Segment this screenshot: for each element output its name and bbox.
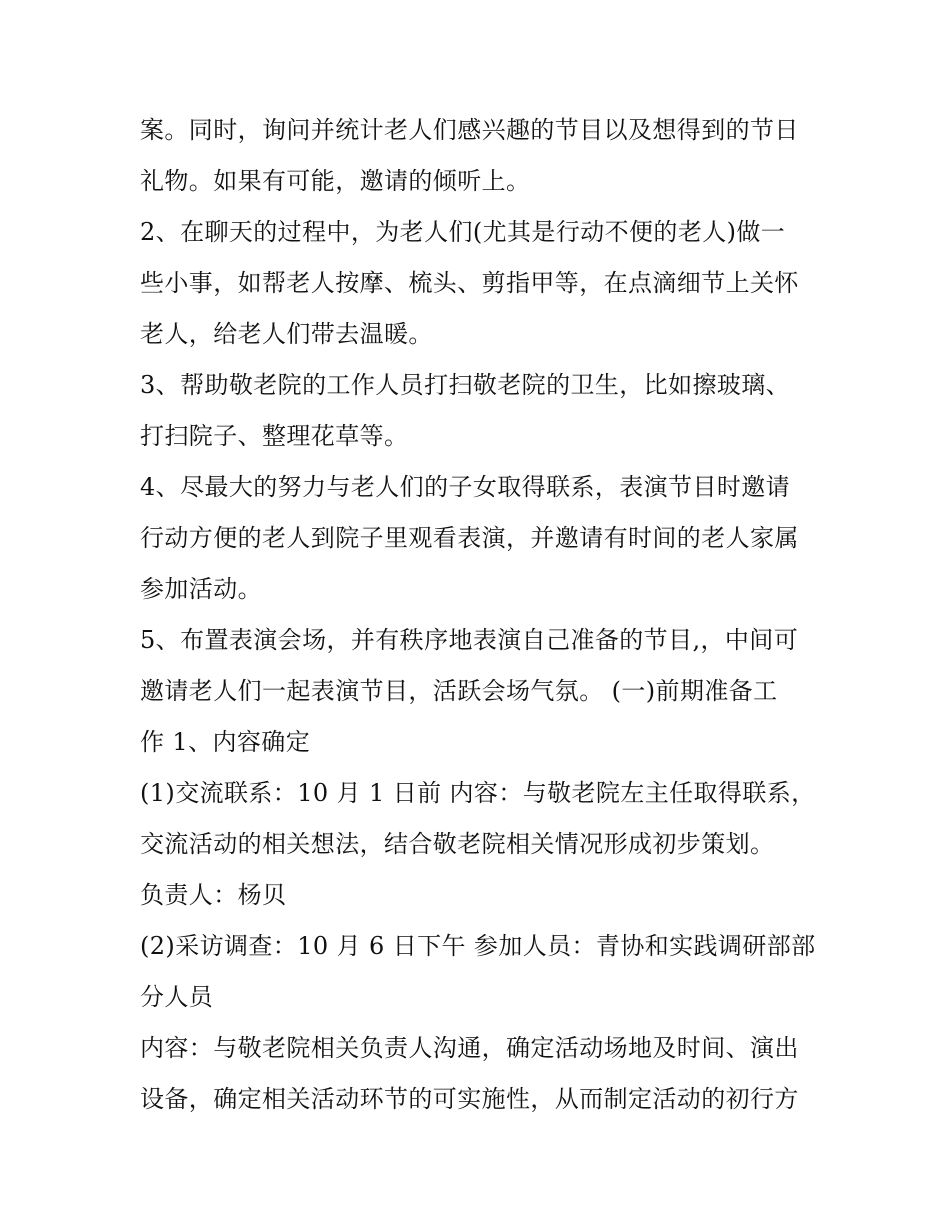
text-line: (2)采访调查：10 月 6 日下午 参加人员：青协和实践调研部部 (140, 932, 816, 960)
text-line: 2、在聊天的过程中，为老人们(尤其是行动不便的老人)做一 (140, 218, 786, 246)
text-line: 打扫院子、整理花草等。 (140, 422, 409, 450)
text-line: 分人员 (140, 983, 214, 1011)
text-line: 礼物。如果有可能，邀请的倾听上。 (140, 167, 531, 195)
document-body (140, 105, 830, 1125)
text-line: 设备，确定相关活动环节的可实施性，从而制定活动的初行方 (140, 1085, 799, 1113)
text-line: 交流活动的相关想法，结合敬老院相关情况形成初步策划。 (140, 830, 775, 858)
text-line: 3、帮助敬老院的工作人员打扫敬老院的卫生，比如擦玻璃、 (140, 371, 791, 399)
text-line: 内容：与敬老院相关负责人沟通，确定活动场地及时间、演出 (140, 1034, 799, 1062)
text-line: 些小事，如帮老人按摩、梳头、剪指甲等，在点滴细节上关怀 (140, 269, 799, 297)
text-line: (1)交流联系：10 月 1 日前 内容：与敬老院左主任取得联系， (140, 779, 816, 807)
text-line: 负责人：杨贝 (140, 881, 287, 909)
text-line: 参加活动。 (140, 575, 262, 603)
text-line: 作 1、内容确定 (140, 728, 311, 756)
text-line: 邀请老人们一起表演节目，活跃会场气氛。 (一)前期准备工 (140, 677, 778, 705)
text-line: 5、布置表演会场，并有秩序地表演自己准备的节目,，中间可 (140, 626, 799, 654)
text-line: 行动方便的老人到院子里观看表演，并邀请有时间的老人家属 (140, 524, 799, 552)
text-line: 老人，给老人们带去温暖。 (140, 320, 433, 348)
text-line: 案。同时，询问并统计老人们感兴趣的节目以及想得到的节日 (140, 116, 799, 144)
text-line: 4、尽最大的努力与老人们的子女取得联系，表演节目时邀请 (140, 473, 791, 501)
